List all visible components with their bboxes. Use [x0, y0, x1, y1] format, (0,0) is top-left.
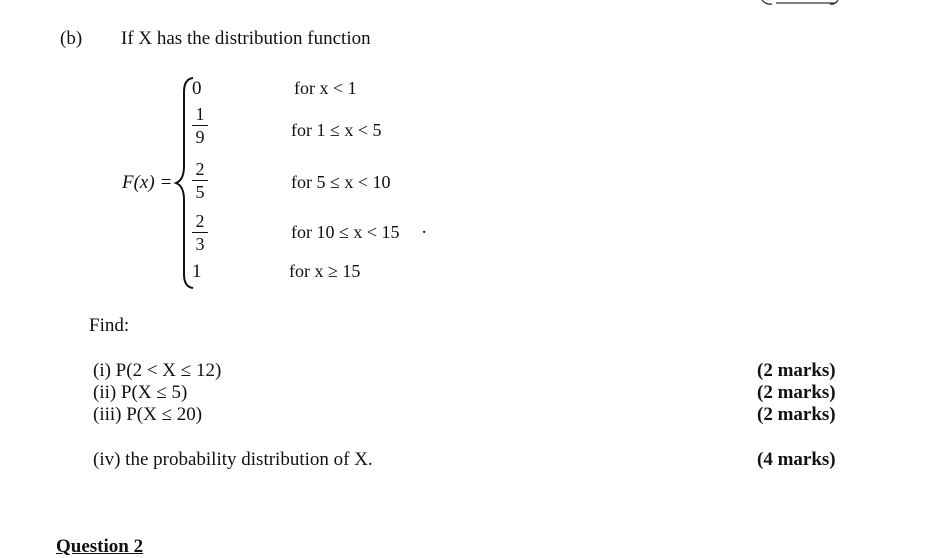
case-condition-0: for x < 1 — [294, 78, 357, 98]
part-intro — [121, 28, 371, 50]
case-value-0: 0 — [192, 78, 202, 99]
fraction-bar — [192, 232, 208, 233]
marks-i: (2 marks) — [757, 360, 836, 381]
cropped-marks-remnant — [762, 0, 838, 4]
function-lhs: F(x) = — [122, 172, 173, 193]
question-2-heading: Question 2 — [56, 536, 144, 557]
part-label: (b) — [60, 28, 83, 49]
fraction-denominator: 5 — [195, 182, 205, 202]
fraction-bar — [192, 180, 208, 181]
fraction-numerator: 2 — [195, 211, 205, 231]
fraction-denominator: 9 — [195, 127, 205, 147]
fraction-numerator: 2 — [195, 159, 205, 179]
piecewise-brace — [176, 78, 193, 288]
question-iv: (iv) the probability distribution of X. — [93, 449, 373, 470]
case-fraction-2 — [192, 160, 208, 201]
part-intro-text: If X has the distribution function — [121, 28, 371, 49]
fraction-numerator: 1 — [195, 104, 205, 124]
case-condition-2: for 5 ≤ x < 10 — [291, 172, 391, 192]
find-label: Find: — [89, 315, 130, 336]
fraction-denominator: 3 — [195, 234, 205, 254]
fraction-bar — [192, 125, 208, 126]
marks-iii: (2 marks) — [757, 404, 836, 425]
case-fraction-1 — [192, 105, 208, 146]
case-condition-4: for x ≥ 15 — [289, 261, 361, 281]
stray-dot: · — [421, 222, 428, 243]
question-ii: (ii) P(X ≤ 5) — [93, 382, 188, 403]
case-condition-1: for 1 ≤ x < 5 — [291, 120, 382, 140]
marks-iv: (4 marks) — [757, 449, 836, 470]
case-condition-3: for 10 ≤ x < 15 — [291, 222, 400, 242]
marks-ii: (2 marks) — [757, 382, 836, 403]
case-value-4: 1 — [192, 261, 202, 282]
case-fraction-3 — [192, 212, 208, 253]
question-iii: (iii) P(X ≤ 20) — [93, 404, 203, 425]
question-i: (i) P(2 < X ≤ 12) — [93, 360, 222, 381]
